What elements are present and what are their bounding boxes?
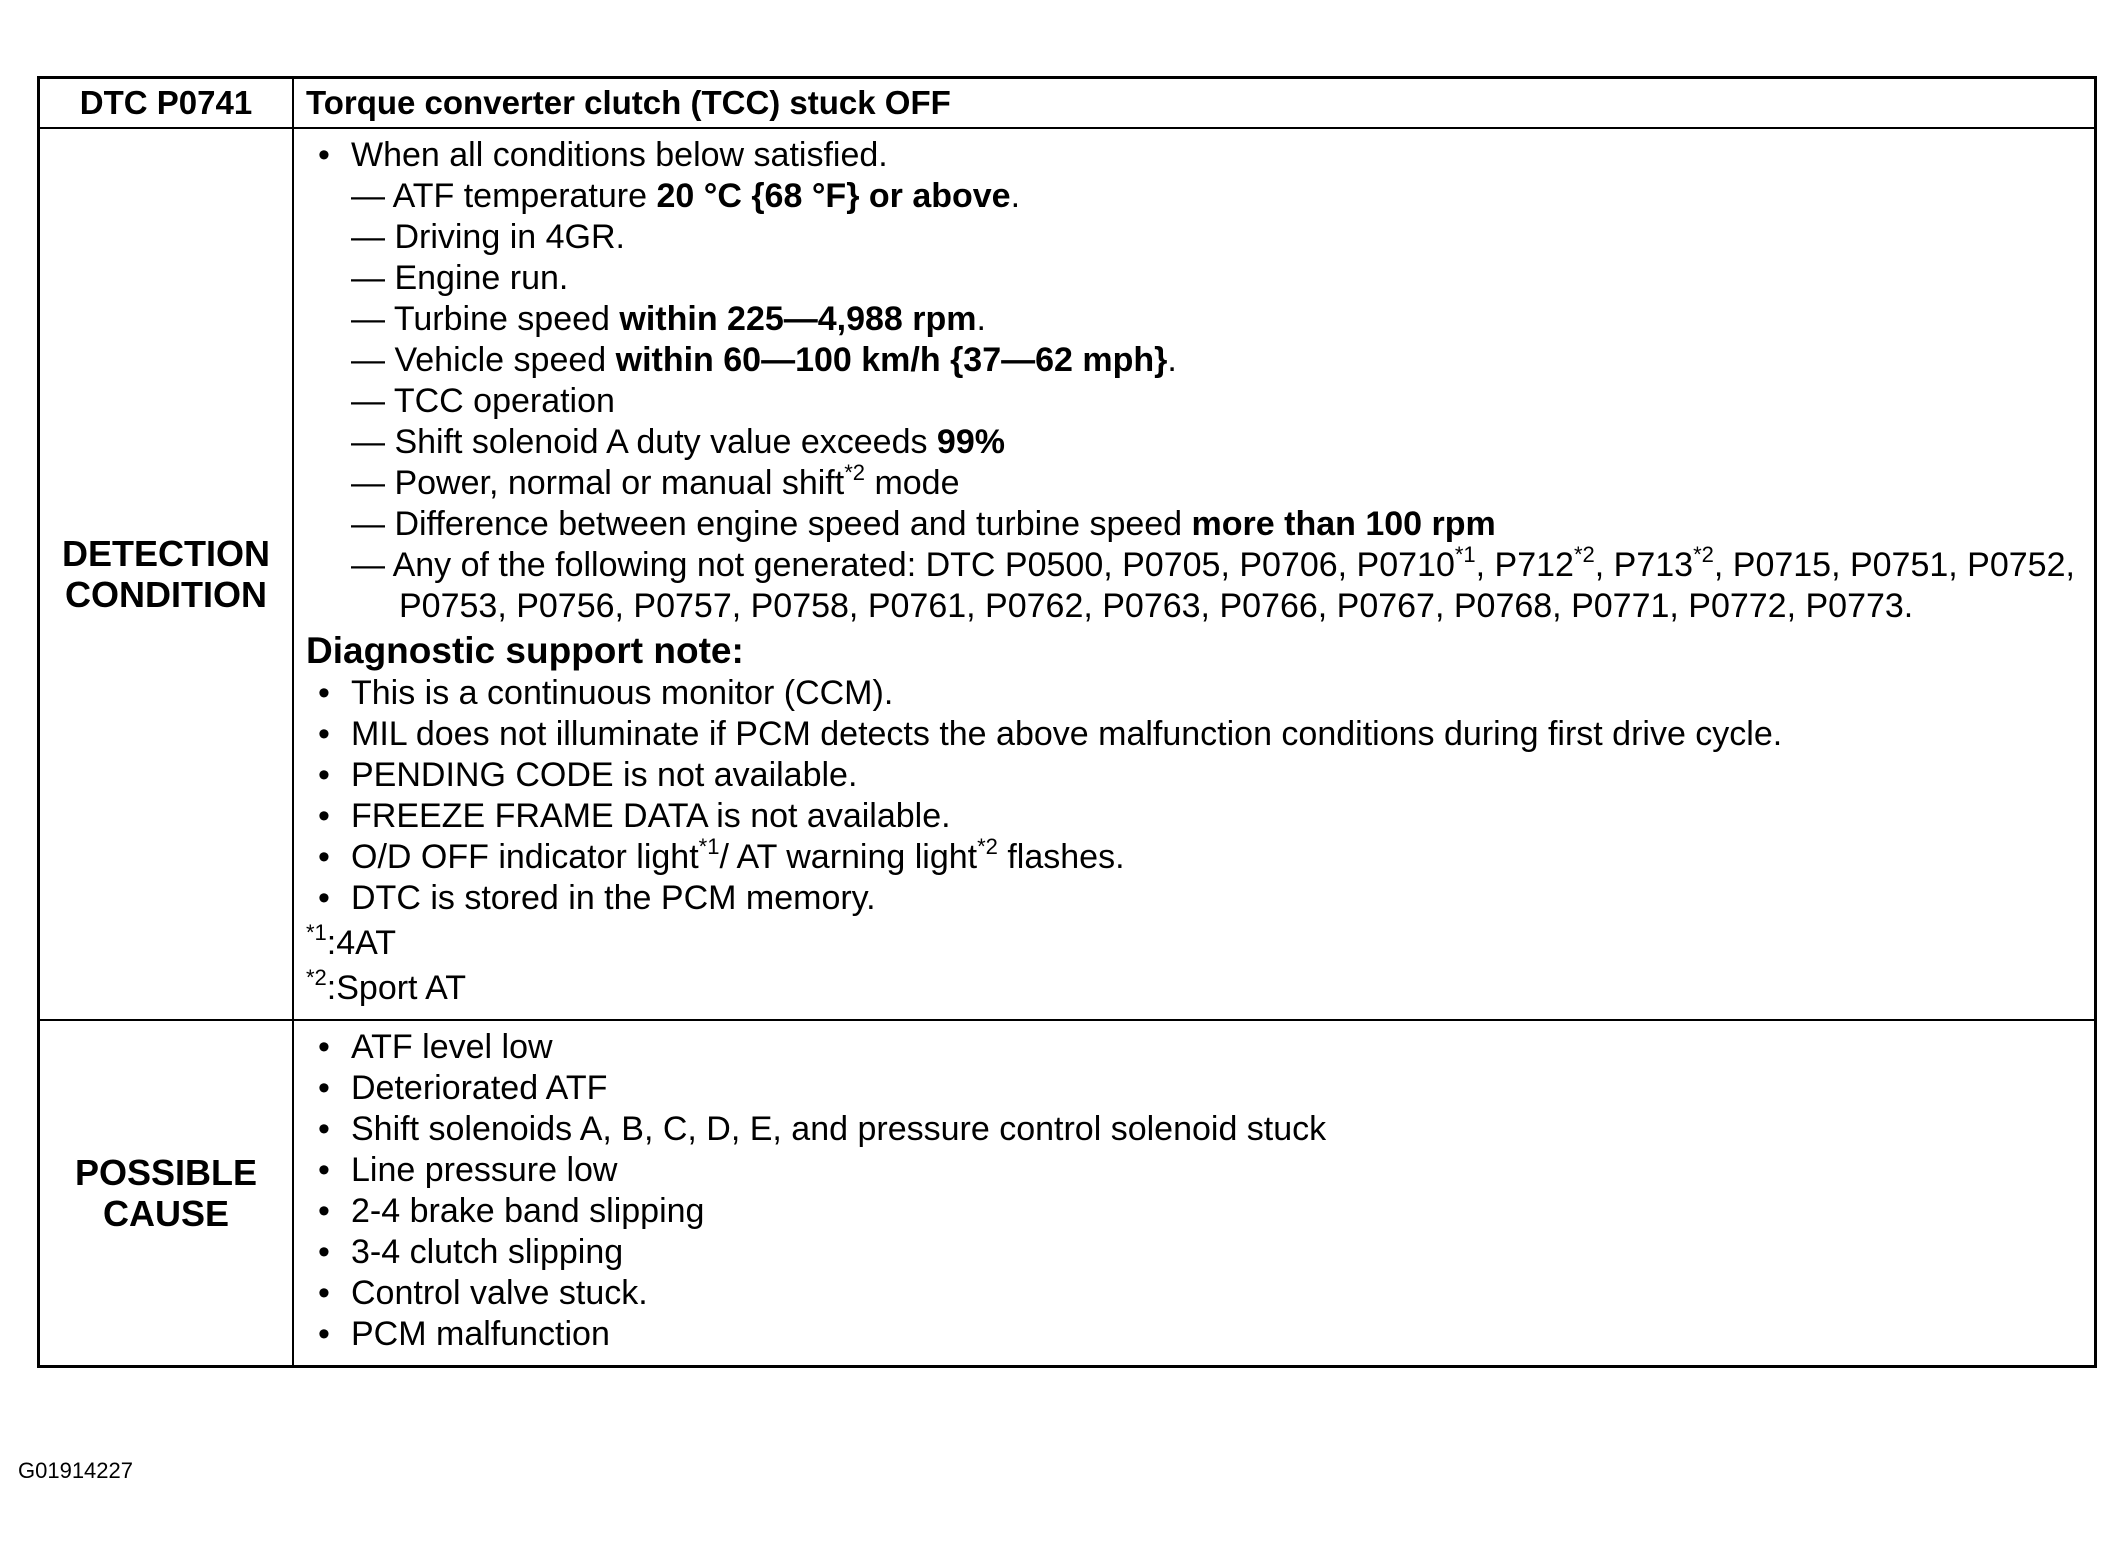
condition-text: — ATF temperature: [351, 177, 657, 215]
condition-text: — Difference between engine speed and turbine speed: [351, 505, 1192, 543]
condition-atf-temperature: [351, 176, 2082, 217]
dtc-code-cell: DTC P0741: [40, 79, 293, 128]
dtc-title-cell: Torque converter clutch (TCC) stuck OFF: [293, 79, 2094, 128]
support-note-item: • This is a continuous monitor (CCM).: [306, 673, 2082, 714]
possible-label-line2: CAUSE: [102, 1193, 230, 1234]
footnote-marker: *1: [698, 834, 720, 859]
condition-value: more than 100 rpm: [1191, 505, 1496, 543]
condition-shift-solenoid-duty: [351, 422, 2082, 463]
condition-text: — Vehicle speed: [351, 341, 616, 379]
footnote-text: :Sport AT: [326, 969, 467, 1007]
figure-code: G01914227: [18, 1458, 133, 1483]
cause-item: • 3-4 clutch slipping: [306, 1232, 2082, 1273]
condition-turbine-speed: [351, 299, 2082, 340]
condition-engine-run: — Engine run.: [351, 259, 569, 297]
cause-item: • PCM malfunction: [306, 1314, 2082, 1355]
support-note-item: • PENDING CODE is not available.: [306, 755, 2082, 796]
support-note-item: • FREEZE FRAME DATA is not available.: [306, 796, 2082, 837]
footnote-marker: *2: [1693, 542, 1714, 567]
condition-speed-difference: [351, 504, 2082, 545]
footnote-4at: [306, 920, 2082, 964]
support-note-item: • MIL does not illuminate if PCM detects the above malfunction conditions during first drive cycle.: [306, 714, 2082, 755]
cause-item: • 2-4 brake band slipping: [306, 1191, 2082, 1232]
detection-label-line2: CONDITION: [65, 574, 267, 615]
condition-tcc-operation: — TCC operation: [351, 382, 615, 420]
detection-condition-label: [40, 128, 293, 1020]
condition-vehicle-speed: [351, 340, 2082, 381]
cause-item: • Line pressure low: [306, 1150, 2082, 1191]
footnote-marker: *2: [977, 834, 998, 859]
possible-label-line1: POSSIBLE: [74, 1152, 258, 1193]
detection-condition-row: [40, 128, 2094, 1020]
condition-text-end: .: [1010, 177, 1021, 215]
support-note-heading: Diagnostic support note:: [306, 630, 744, 671]
condition-value: 99%: [936, 423, 1005, 461]
detection-label-line1: DETECTION: [61, 533, 270, 574]
note-text: O/D OFF indicator light: [351, 838, 699, 876]
dtc-table: [40, 79, 2094, 1365]
note-text: flashes.: [997, 838, 1125, 876]
footnote-text: :4AT: [326, 924, 397, 962]
condition-text: — Power, normal or manual shift: [351, 464, 845, 502]
condition-text: , P713: [1594, 546, 1694, 584]
possible-cause-content: [293, 1020, 2094, 1365]
condition-text: , P0715, P0751, P0752, P0753, P0756, P0757, P0758, P0761, P0762, P0763, P0766, P0767, P0768, P0771, P0772, P0773.: [399, 546, 2075, 625]
support-note-item: • DTC is stored in the PCM memory.: [306, 878, 2082, 919]
footnote-marker: *2: [844, 460, 865, 485]
footnote-sport-at: [306, 965, 2082, 1009]
condition-driving-gear: — Driving in 4GR.: [351, 218, 625, 256]
header-row: [40, 79, 2094, 128]
detection-intro: • When all conditions below satisfied.: [306, 135, 2082, 176]
cause-item: • Deteriorated ATF: [306, 1068, 2082, 1109]
condition-text: — Any of the following not generated: DTC P0500, P0705, P0706, P0710: [351, 546, 1455, 584]
cause-item: • Control valve stuck.: [306, 1273, 2082, 1314]
condition-text: — Shift solenoid A duty value exceeds: [351, 423, 937, 461]
footnote-marker: *1: [306, 920, 327, 945]
footnote-marker: *2: [306, 965, 327, 990]
condition-text-end: .: [1167, 341, 1177, 379]
condition-text: — Turbine speed: [351, 300, 620, 338]
possible-cause-label: [40, 1020, 293, 1365]
condition-value: within 60—100 km/h {37—62 mph}: [615, 341, 1168, 379]
cause-item: • Shift solenoids A, B, C, D, E, and pressure control solenoid stuck: [306, 1109, 2082, 1150]
condition-shift-mode: [351, 460, 2082, 504]
condition-dtc-not-generated: [351, 542, 2082, 627]
condition-text-end: mode: [865, 464, 960, 502]
note-text: / AT warning light: [719, 838, 978, 876]
condition-text-end: .: [976, 300, 986, 338]
dtc-table-frame: [37, 76, 2097, 1368]
cause-item: • ATF level low: [306, 1027, 2082, 1068]
footnote-marker: *1: [1454, 542, 1476, 567]
condition-value: 20 °C {68 °F} or above: [656, 177, 1011, 215]
detection-condition-content: [293, 128, 2094, 1020]
footnote-marker: *2: [1573, 542, 1595, 567]
condition-text: , P712: [1475, 546, 1574, 584]
condition-value: within 225—4,988 rpm: [619, 300, 977, 338]
possible-cause-row: [40, 1020, 2094, 1365]
support-note-item: [306, 834, 2082, 878]
